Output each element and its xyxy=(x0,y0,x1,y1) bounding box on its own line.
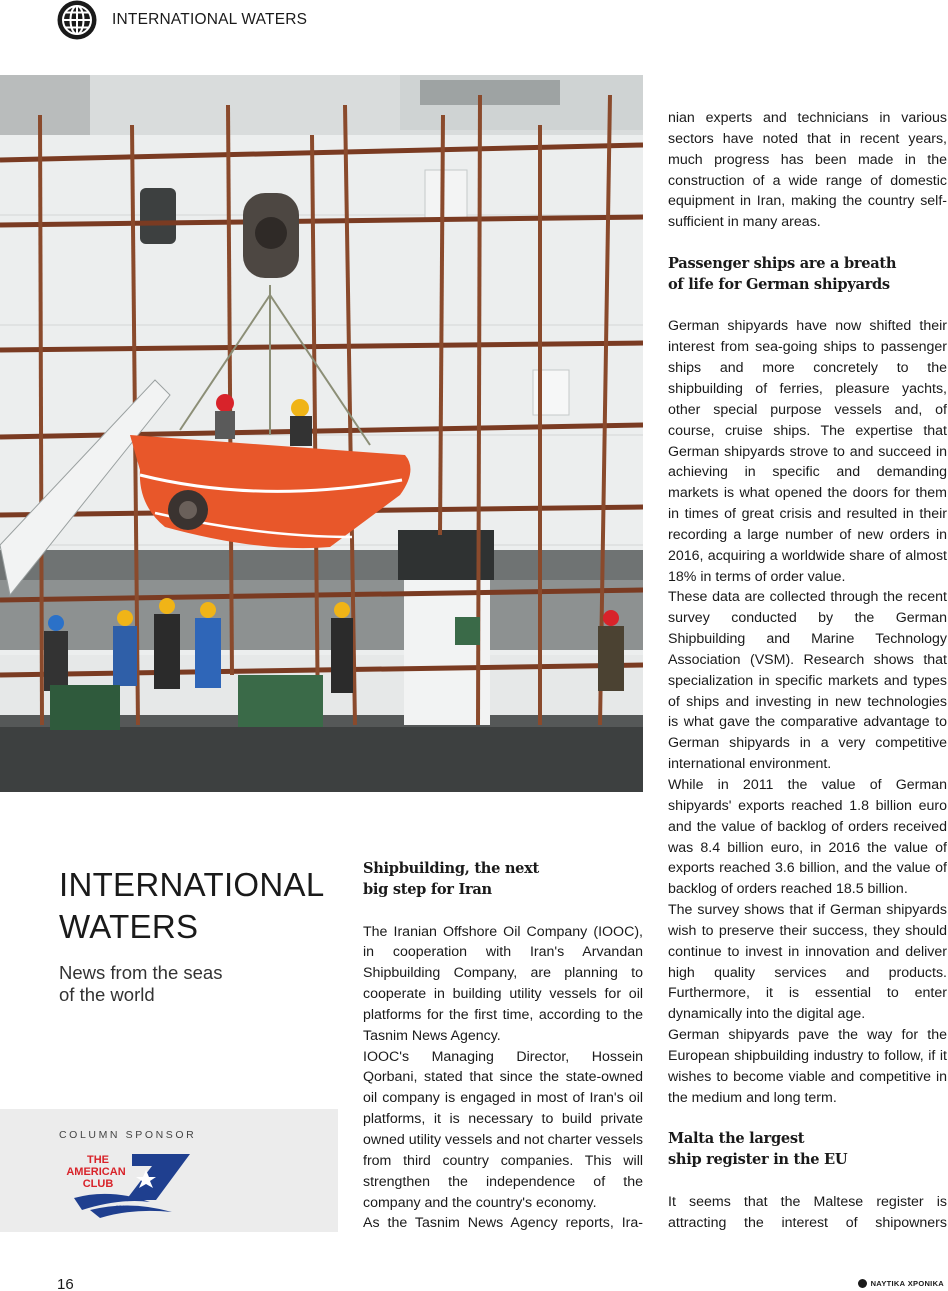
article-paragraph: As the Tasnim News Agency reports, Ira- xyxy=(363,1215,643,1232)
article-paragraph: German shipyards have now shifted their interest from sea-going ships to passenger ships and more concretely to the shipbuilding of ferries, pleasure yachts, other special purpose vessels and, of course, cruise ships. The expertise that German shipyards strove to and succeed in achieving in specific and demanding markets is what opened the doors for them in times of great crisis and resulted in their recording a large number of new orders in 2016, acquiring a worldwide share of almost 18% in terms of order value. xyxy=(668,318,947,585)
sponsor-logo-line3: CLUB xyxy=(82,1178,114,1190)
article-paragraph: While in 2011 the value of German shipyards' exports reached 1.8 billion euro and the value of backlog of orders received was 8.4 billion euro, in 2016 the value of exports reached 3.6 billion, and the value of backlog of orders reached 18.5 billion. xyxy=(668,777,947,898)
article-heading-iran: Shipbuilding, the next big step for Iran xyxy=(363,860,539,898)
article-column-middle xyxy=(363,859,643,1234)
article-paragraph: nian experts and technicians in various sectors have noted that in recent years, much progress has been made in the construction of a wide range of domestic equipment in Iran, making the country self-sufficient in many areas. xyxy=(668,110,947,231)
sponsor-box xyxy=(0,1109,338,1232)
page-subtitle: News from the seas of the world xyxy=(59,962,223,1005)
lifeboat-lift-photo xyxy=(0,75,643,792)
footer-brand xyxy=(858,1279,944,1288)
sponsor-logo-line2: AMERICAN xyxy=(66,1166,126,1178)
sponsor-logo-year: 1917 xyxy=(115,1206,129,1212)
article-column-right xyxy=(668,108,947,1234)
article-paragraph: The survey shows that if German shipyards wish to preserve their success, they should continue to invest in innovation and deliver high quality services and products. Furthermore, it is essential to enter dynamically into the digital age. xyxy=(668,902,947,1023)
article-paragraph: These data are collected through the recent survey conducted by the German Shipbuilding and Marine Technology Association (VSM). Research shows that specialization in specific markets and types of ships and investing in new technologies is what gave the comparative advantage to German shipyards in a very competitive international environment. xyxy=(668,589,947,773)
page-number: 16 xyxy=(57,1276,74,1291)
section-label: INTERNATIONAL WATERS xyxy=(112,11,308,28)
article-paragraph: German shipyards pave the way for the European shipbuilding industry to follow, if it wishes to become viable and competitive in the medium and long term. xyxy=(668,1027,947,1106)
brand-logo-icon xyxy=(858,1279,867,1288)
article-heading-malta: Malta the largest ship register in the EU xyxy=(668,1130,848,1169)
american-club-logo xyxy=(60,1152,192,1218)
article-paragraph: IOOC's Managing Director, Hossein Qorbani, stated that since the state-owned oil company is engaged in most of Iran's oil platforms, it is necessary to build private owned utility vessels and not charter vessels from third country companies. This will strengthen the independence of the company and the country's economy. xyxy=(363,1048,643,1211)
article-heading-germany: Passenger ships are a breath of life for German shipyards xyxy=(668,254,897,293)
sponsor-label: COLUMN SPONSOR xyxy=(59,1129,197,1141)
footer-brand-text: ΝΑΥΤΙΚΑ ΧΡΟΝΙΚΑ xyxy=(870,1279,944,1288)
article-paragraph: It seems that the Maltese register is attracting the interest of shipowners xyxy=(668,1193,947,1231)
article-paragraph: The Iranian Offshore Oil Company (IOOC), in cooperation with Iran's Arvandan Shipbuilding Company, are planning to cooperate in building utility vessels for oil platforms for the first time, according to the Tasnim News Agency. xyxy=(363,923,643,1044)
page-title: INTERNATIONAL WATERS xyxy=(59,866,325,945)
sponsor-logo-line1: THE xyxy=(87,1154,109,1166)
globe-icon xyxy=(57,0,97,40)
